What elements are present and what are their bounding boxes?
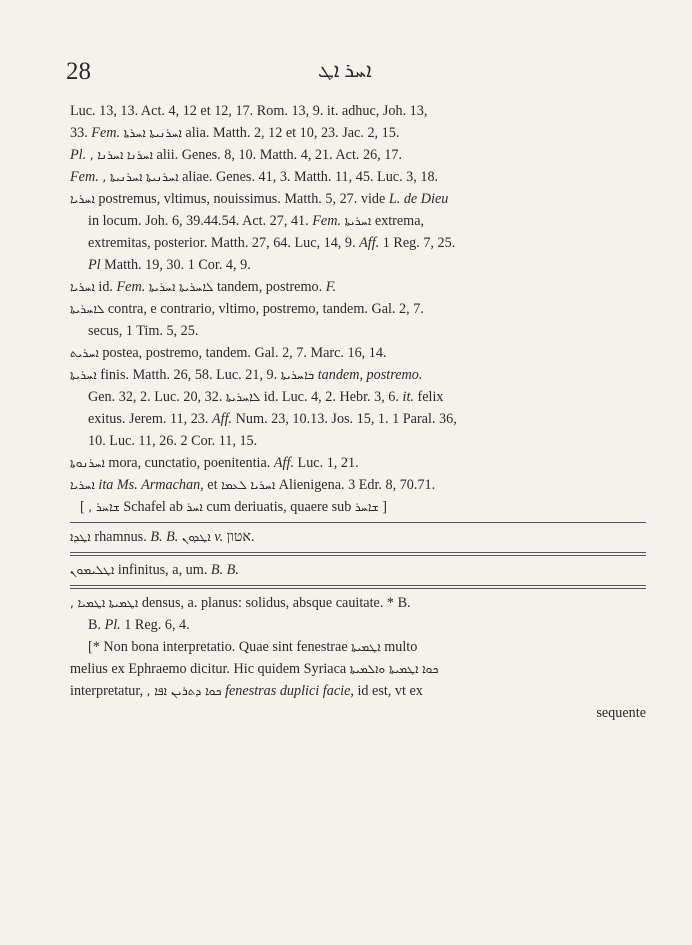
text: densus, a. planus: solidus, absque cauitate. * B. xyxy=(141,595,411,611)
text: melius ex Ephraemo dicitur. Hic quidem Syriaca xyxy=(70,661,347,677)
syriac-headword: ܐܚܪܝܬܐ xyxy=(70,368,97,382)
syriac-word: ܠܐܚܪܝܬܐ xyxy=(225,390,261,404)
syriac-word: ܐܛܡܝܬܐ ܘܐܠܡܝܬܐ xyxy=(349,662,419,676)
text: extrema, xyxy=(374,213,425,229)
text-line xyxy=(70,100,646,122)
section-rule xyxy=(70,552,646,556)
text: B. xyxy=(88,617,102,633)
catchword: sequente xyxy=(596,705,646,721)
text: Matth. 19, 30. 1 Cor. 4, 9. xyxy=(104,257,251,273)
text: alii. Genes. 8, 10. Matth. 4, 21. Act. 26, 17. xyxy=(156,147,403,163)
text-line xyxy=(70,408,646,430)
text: infinitus, a, um. xyxy=(117,562,208,578)
text: finis. Matth. 26, 58. Luc. 21, 9. xyxy=(100,367,278,383)
syriac-word: ܐܛܕܘܢ xyxy=(181,530,211,544)
source-abbrev: B. B. xyxy=(210,562,239,578)
syriac-word: ܐܛܡܝܬܐ xyxy=(351,640,381,654)
text: Luc. 13, 13. Act. 4, 12 et 12, 17. Rom. 13, 9. it. adhuc, Joh. 13, xyxy=(70,103,428,119)
running-head: ܐܚܪ ܐܛ xyxy=(318,60,372,82)
text-line xyxy=(70,144,646,166)
text: extremitas, posterior. Matth. 27, 64. Luc, 14, 9. xyxy=(88,235,356,251)
grammar-label: Aff. xyxy=(273,455,294,471)
text-line xyxy=(70,386,646,408)
syriac-word: ܐܚܪܝܬܐ xyxy=(148,280,176,294)
syriac-word: ܐܚܪܢܐ , xyxy=(89,148,124,162)
syriac-word: ܐܛܡܝܬܐ xyxy=(108,596,139,610)
text-line xyxy=(70,188,646,210)
grammar-label: Aff. xyxy=(212,411,233,427)
text-line xyxy=(70,210,646,232)
text: 1 Reg. 6, 4. xyxy=(124,617,190,633)
text-line xyxy=(70,298,646,320)
text-line xyxy=(70,636,646,658)
syriac-headword: ܐܛܠܝܡܘܢ xyxy=(70,563,115,577)
text: id est, vt ex xyxy=(357,683,423,699)
bracket-close: ] xyxy=(382,499,388,515)
text-line xyxy=(70,276,646,298)
syriac-headword: ܐܚܪܝܐ xyxy=(70,280,95,294)
text: secus, 1 Tim. 5, 25. xyxy=(88,323,199,339)
text-line xyxy=(70,658,646,680)
text: contra, e contrario, vltimo, postremo, tandem. Gal. 2, 7. xyxy=(107,301,424,317)
text: postea, postremo, tandem. Gal. 2, 7. Marc. 16, 14. xyxy=(102,345,387,361)
text: felix xyxy=(417,389,444,405)
text-line xyxy=(70,496,646,518)
text: 1 Reg. 7, 25. xyxy=(382,235,456,251)
grammar-label: Fem. xyxy=(116,279,146,295)
syriac-word: ܒܐܚܪܝܬܐ xyxy=(280,368,315,382)
syriac-word: ܠܥܡܐ xyxy=(221,478,247,492)
text-line xyxy=(70,320,646,342)
text-line xyxy=(70,474,646,496)
text-line xyxy=(70,364,646,386)
syriac-headword: ܐܛܕܐ xyxy=(70,530,91,544)
text: postremus, vltimus, nouissimus. Matth. 5, 27. vide xyxy=(98,191,386,207)
syriac-word: ܫܐܚܪ xyxy=(354,500,379,514)
grammar-label: Fem. xyxy=(91,125,121,141)
syriac-word: ܫܐܚܪ , xyxy=(88,500,120,514)
syriac-word: ܐܚܪܢܝܬܐ , xyxy=(102,170,143,184)
text-line xyxy=(70,592,646,614)
text: et xyxy=(207,477,218,493)
text: multo xyxy=(384,639,418,655)
syriac-headword: ܐܚܪܝܬ xyxy=(70,346,99,360)
text: Schafel ab xyxy=(123,499,183,515)
text-line xyxy=(70,254,646,276)
text: Alienigena. 3 Edr. 8, 70.71. xyxy=(278,477,436,493)
page-number: 28 xyxy=(66,58,91,85)
grammar-label: it. xyxy=(402,389,414,405)
italic-note: ita Ms. Armachan, xyxy=(98,477,204,493)
syriac-word: ܠܐܚܪܝܬܐ xyxy=(179,280,214,294)
text-line xyxy=(70,342,646,364)
text: Luc. 1, 21. xyxy=(297,455,359,471)
syriac-word: ܐܚܪܝܬܐ xyxy=(344,214,372,228)
syriac-word: ܠܐܚܪܝܬܐ xyxy=(70,302,105,316)
text: id. xyxy=(98,279,113,295)
syriac-headword: ܐܚܪܝܐ xyxy=(70,192,95,206)
italic-gloss: tandem, postremo. xyxy=(317,367,423,383)
catchword-line xyxy=(70,702,646,724)
source-abbrev: B. B. xyxy=(150,529,179,545)
author-reference: L. de Dieu xyxy=(388,191,449,207)
syriac-word: ܐܚܪܢܐ xyxy=(126,148,153,162)
syriac-word: ܐܚܪܢܝܬܐ xyxy=(146,170,179,184)
text: aliae. Genes. 41, 3. Matth. 11, 45. Luc. 3, 18. xyxy=(182,169,439,185)
syriac-headword: ܐܚܪܝܐ xyxy=(70,478,95,492)
text: cum deriuatis, quaere sub xyxy=(206,499,352,515)
text-line xyxy=(70,232,646,254)
text-line xyxy=(70,614,646,636)
syriac-word: ܐܚܪ xyxy=(186,500,203,514)
syriac-word: ܟܘܐ ܕܬܪܝܢ ܐܦܐ , xyxy=(146,684,222,698)
text-line xyxy=(70,526,646,548)
syriac-headword: ܐܛܡܝܐ , xyxy=(70,596,106,610)
text: tandem, postremo. xyxy=(216,279,323,295)
syriac-headword: ܐܚܪܢܘܬܐ xyxy=(70,456,105,470)
text: in locum. Joh. 6, 39.44.54. Act. 27, 41. xyxy=(88,213,309,229)
section-rule xyxy=(70,585,646,589)
text: id. Luc. 4, 2. Hebr. 3, 6. xyxy=(263,389,399,405)
text-line xyxy=(70,430,646,452)
text-line xyxy=(70,559,646,581)
syriac-word: ܐܚܪܝܐ xyxy=(250,478,276,492)
text-line xyxy=(70,122,646,144)
grammar-label: v. xyxy=(214,529,224,545)
grammar-label: F. xyxy=(325,279,337,295)
grammar-label: Aff. xyxy=(359,235,380,251)
text: alia. Matth. 2, 12 et 10, 23. Jac. 2, 15. xyxy=(185,125,400,141)
text: 10. Luc. 11, 26. 2 Cor. 11, 15. xyxy=(88,433,258,449)
text: Num. 23, 10.13. Jos. 15, 1. 1 Paral. 36, xyxy=(235,411,457,427)
text: 33. xyxy=(70,125,88,141)
text-line xyxy=(70,680,646,702)
syriac-word: ܟܘܐ xyxy=(422,662,439,676)
text: Gen. 32, 2. Luc. 20, 32. xyxy=(88,389,223,405)
text: [* Non bona interpretatio. Quae sint fenestrae xyxy=(88,639,348,655)
grammar-label: Fem. xyxy=(70,169,99,185)
grammar-label: Pl. xyxy=(104,617,121,633)
text-line xyxy=(70,166,646,188)
text: interpretatur, xyxy=(70,683,144,699)
syriac-word: ܐܚܪܢܝܬܐ xyxy=(149,126,182,140)
text: mora, cunctatio, poenitentia. xyxy=(108,455,271,471)
text-line xyxy=(70,452,646,474)
hebrew-word: אטון. xyxy=(226,529,255,545)
grammar-label: Fem. xyxy=(312,213,342,229)
bracket-open: [ xyxy=(80,499,85,515)
text: exitus. Jerem. 11, 23. xyxy=(88,411,209,427)
page-body xyxy=(70,100,646,724)
italic-gloss: fenestras duplici facie, xyxy=(225,683,354,699)
section-rule xyxy=(70,522,646,523)
text: rhamnus. xyxy=(94,529,147,545)
syriac-word: ܐܚܪܬܐ xyxy=(123,126,146,140)
grammar-label: Pl xyxy=(88,257,101,273)
grammar-label: Pl. xyxy=(70,147,87,163)
